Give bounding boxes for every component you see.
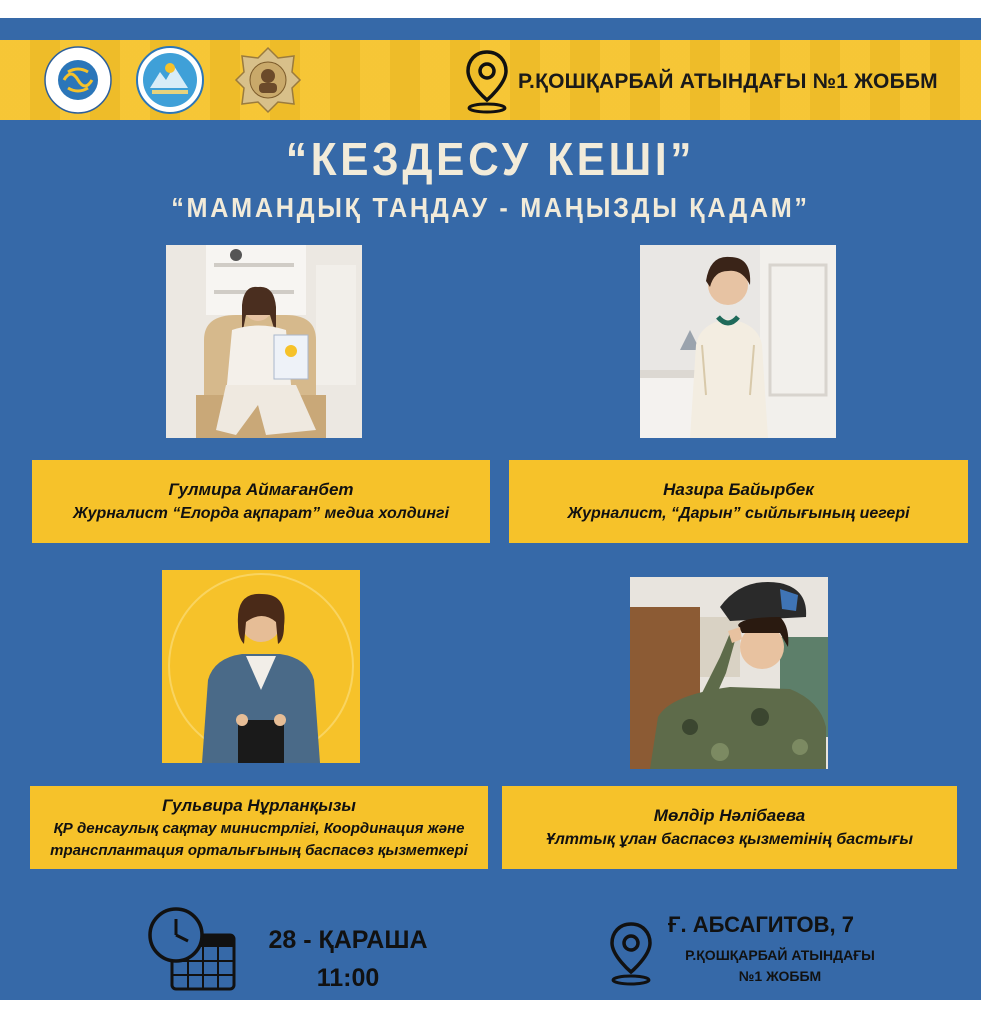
event-venue-line2: №1 ЖОББМ — [738, 968, 822, 984]
org-logo-icon — [44, 46, 112, 114]
speaker-photo-4 — [630, 577, 828, 769]
address-pin-icon — [606, 920, 656, 986]
speaker-role-3-line1: ҚР денсаулық сақтау министрлігі, Координация және — [53, 819, 465, 837]
clock-calendar-icon — [146, 905, 238, 993]
ministry-logo-icon — [136, 46, 204, 114]
event-venue-line1: Р.ҚОШҚАРБАЙ АТЫНДАҒЫ — [685, 947, 875, 963]
speaker-photo-2 — [640, 245, 836, 438]
speaker-photo-1 — [166, 245, 362, 438]
location-pin-icon — [462, 48, 512, 114]
school-emblem-icon — [234, 46, 302, 114]
speaker-role-3-line2: трансплантация орталығының баспасөз қызметкері — [50, 841, 468, 859]
speaker-card-4 — [502, 786, 957, 869]
speaker-role-2: Журналист, “Дарын” сыйлығының иегері — [567, 505, 910, 522]
speaker-card-2 — [509, 460, 968, 543]
speaker-role-4: Ұлттық ұлан баспасөз қызметінің бастығы — [545, 831, 914, 848]
event-time: 11:00 — [316, 964, 380, 992]
speaker-card-3 — [30, 786, 488, 869]
event-subtitle: “МАМАНДЫҚ ТАҢДАУ - МАҢЫЗДЫ ҚАДАМ” — [171, 192, 810, 223]
event-title: “КЕЗДЕСУ КЕШІ” — [285, 133, 696, 185]
speaker-photo-3 — [162, 570, 360, 763]
event-address: Ғ. АБСАГИТОВ, 7 — [668, 912, 854, 937]
event-date: 28 - ҚАРАША — [268, 926, 428, 954]
speaker-name-4: Мөлдір Нәлібаева — [653, 806, 806, 825]
speaker-name-2: Назира Байырбек — [663, 480, 814, 499]
speaker-name-3: Гульвира Нұрланқызы — [162, 795, 356, 815]
speaker-role-1: Журналист “Елорда ақпарат” медиа холдингі — [72, 505, 450, 522]
speaker-card-1 — [32, 460, 490, 543]
school-name-header: Р.ҚОШҚАРБАЙ АТЫНДАҒЫ №1 ЖОББМ — [518, 70, 938, 93]
speaker-name-1: Гулмира Аймағанбет — [168, 480, 354, 499]
